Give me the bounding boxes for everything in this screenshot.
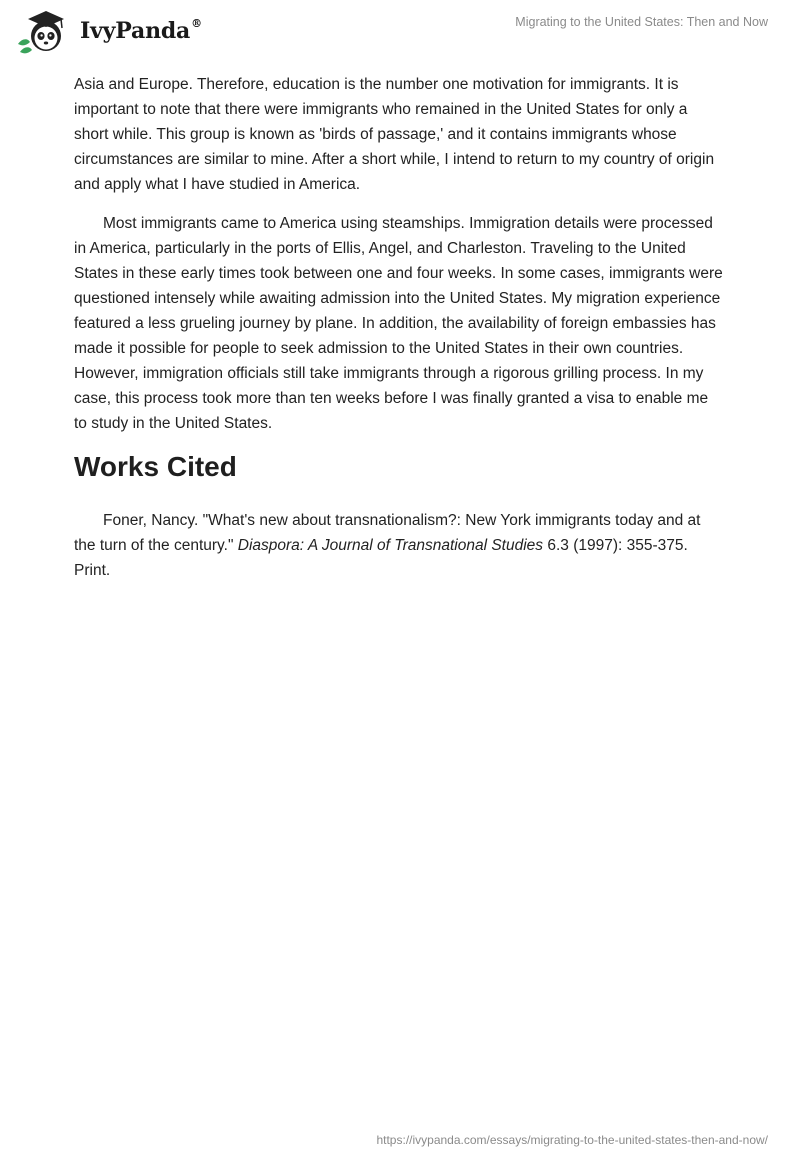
- citation-entry: [74, 508, 724, 583]
- works-cited-heading: Works Cited: [74, 451, 237, 482]
- citation-journal: Diaspora: A Journal of Transnational Studies: [237, 537, 544, 554]
- panda-graduate-icon: [14, 8, 74, 54]
- body-paragraph: Most immigrants came to America using steamships. Immigration details were processed in America, particularly in the ports of Ellis, Angel, and Charleston. Traveling to the United States in these early times took between one and four weeks. In some cases, immigrants were questioned intensely while awaiting admission into the United States. My migration experience featured a less grueling journey by plane. In addition, the availability of foreign embassies has made it possible for people to seek admission to the United States in their own countries. However, immigration officials still take immigrants through a rigorous grilling process. In my case, this process took more than ten weeks before I was finally granted a visa to enable me to study in the United States.: [74, 215, 723, 432]
- document-title: Migrating to the United States: Then and Now: [515, 15, 768, 29]
- citation-text: Foner, Nancy. "What's new about transnationalism?: New York immigrants today and at the turn of the century.": [74, 512, 701, 554]
- brand-name: IvyPanda®: [80, 16, 202, 44]
- source-url[interactable]: https://ivypanda.com/essays/migrating-to-the-united-states-then-and-now/: [376, 1133, 768, 1147]
- body-paragraph: Asia and Europe. Therefore, education is the number one motivation for immigrants. It is important to note that there were immigrants who remained in the United States for only a short while. This group is known as 'birds of passage,' and it contains immigrants whose circumstances are similar to mine. After a short while, I intend to return to my country of origin and apply what I have studied in America.: [74, 76, 715, 193]
- essay-content: [74, 72, 724, 597]
- ivypanda-logo[interactable]: [14, 8, 202, 54]
- page-header: [0, 0, 800, 70]
- citation-text: 6.3 (1997): 355-375. Print.: [74, 537, 688, 579]
